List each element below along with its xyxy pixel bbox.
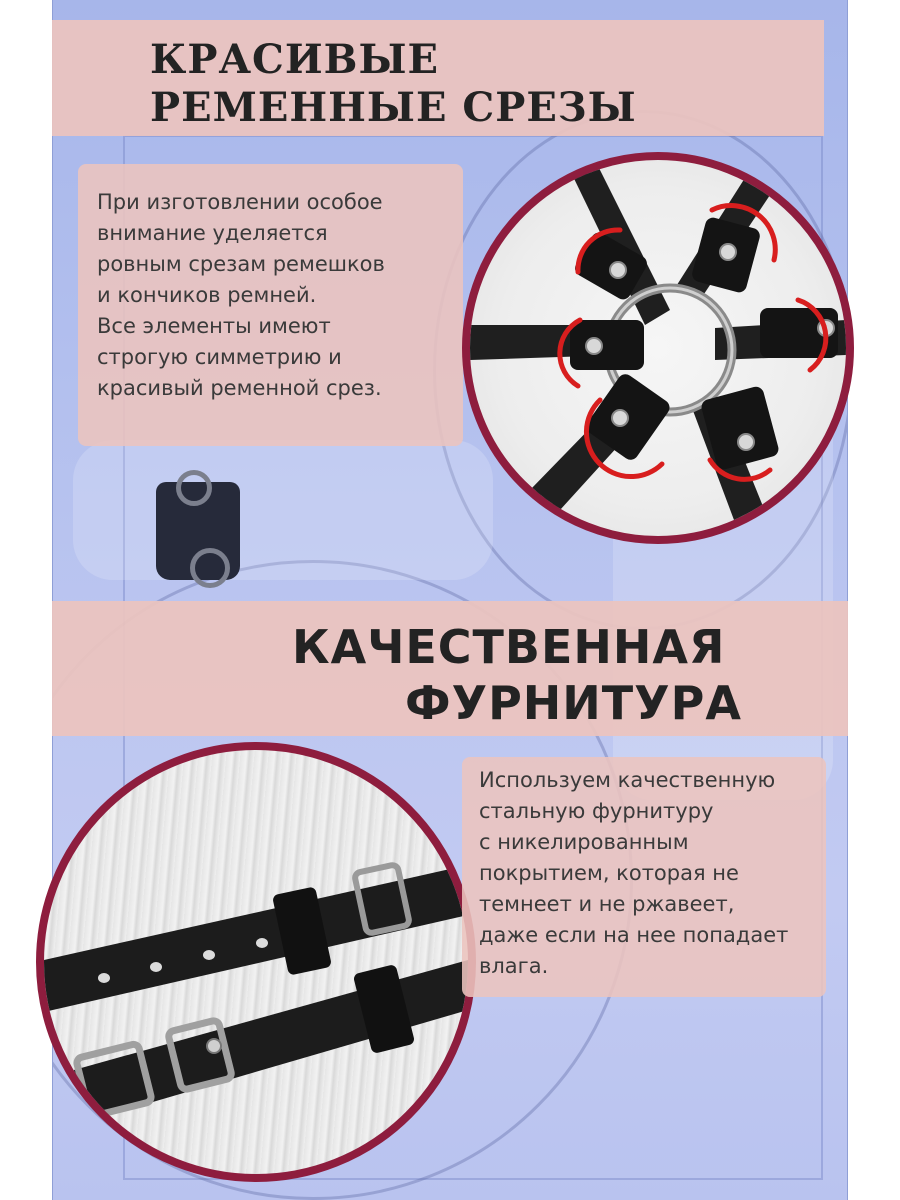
buckle-straps-illustration [44,750,468,1174]
strap-hole [98,973,110,983]
strap-hole [150,962,162,972]
rivet-icon [207,1039,221,1053]
rivet-icon [738,434,754,450]
section2-text-line: покрытием, которая не [479,861,739,885]
section2-text-line: темнеет и не ржавеет, [479,892,735,916]
strap-hole [203,950,215,960]
cuff-ring-icon [176,470,212,506]
hardware-photo [36,742,476,1182]
cuff-ring-icon [190,548,230,588]
section1-text-line: При изготовлении особое [97,190,383,214]
section2-description [479,765,788,982]
section2-title-line1: КАЧЕСТВЕННАЯ [292,620,726,674]
strap-tab [570,320,644,370]
section1-title-line1: КРАСИВЫЕ [150,36,440,83]
section1-text-line: внимание уделяется [97,221,328,245]
section2-text-line: Используем качественную [479,768,776,792]
strap-hole [256,938,268,948]
section1-text-line: ровным срезам ремешков [97,252,385,276]
section2-title-line2: ФУРНИТУРА [405,676,742,730]
strap-cuts-photo [462,152,854,544]
section1-text-line: Все элементы имеют [97,314,331,338]
rivet-icon [586,338,602,354]
rivet-icon [720,244,736,260]
rivet-icon [612,410,628,426]
section1-text-line: красивый ременной срез. [97,376,382,400]
section2-text-line: влага. [479,954,549,978]
section1-description [97,187,385,404]
section2-text-line: даже если на нее попадает [479,923,789,947]
section2-text-line: с никелированным [479,830,689,854]
section1-text-line: строгую симметрию и [97,345,342,369]
section1-text-line: и кончиков ремней. [97,283,317,307]
section1-title-line2: РЕМЕННЫЕ СРЕЗЫ [150,84,637,131]
section2-text-line: стальную фурнитуру [479,799,714,823]
rivet-icon [610,262,626,278]
background-arm-shape [73,440,493,580]
harness-ring-illustration [470,160,846,536]
